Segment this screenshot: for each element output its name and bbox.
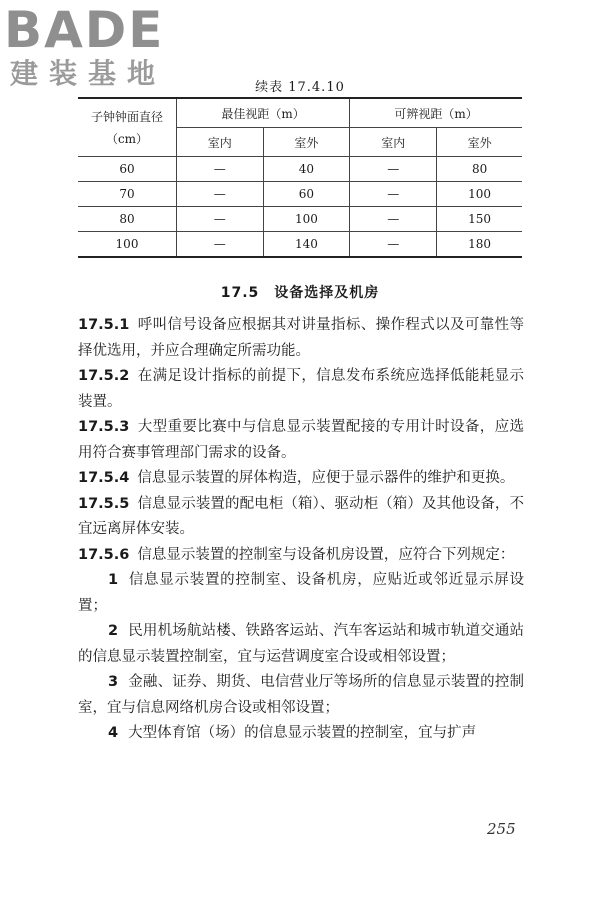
list-item: [78, 619, 524, 670]
clause-number: 17.5.2: [78, 368, 130, 384]
list-item: [78, 721, 524, 747]
clause-paragraph: [78, 415, 524, 466]
clause-text: 信息显示装置的控制室与设备机房设置，应符合下列规定：: [137, 546, 515, 563]
table-cell: —: [177, 232, 264, 258]
clause-number: 17.5.5: [78, 495, 130, 512]
table-cell: 60: [263, 182, 350, 207]
table-row: [78, 182, 522, 207]
table-cell: 100: [78, 232, 177, 258]
col-header-clock-diameter: 子钟钟面直径 （cm）: [78, 98, 177, 157]
table-cell: —: [177, 207, 264, 232]
item-number: 4: [108, 725, 119, 741]
clause-text: 信息显示装置的屏体构造，应便于显示器件的维护和更换。: [137, 470, 515, 486]
group-header-readable-distance: 可辨视距（m）: [350, 98, 522, 128]
clause-number: 17.5.6: [78, 546, 130, 563]
table-cell: —: [177, 157, 264, 182]
table-cell: —: [177, 182, 264, 207]
group-header-best-distance: 最佳视距（m）: [177, 98, 350, 128]
clause-text: 信息显示装置的配电柜（箱）、驱动柜（箱）及其他设备，不宜远离屏体安装。: [78, 495, 524, 537]
clause-number: 17.5.3: [78, 419, 130, 435]
table-cell: —: [350, 157, 437, 182]
clause-paragraph: [78, 364, 524, 415]
table-cell: 80: [437, 157, 522, 182]
item-text: 大型体育馆（场）的信息显示装置的控制室，宜与扩声: [128, 725, 477, 741]
subheader-indoor: 室内: [177, 128, 264, 157]
clause-paragraph: [78, 492, 524, 543]
subheader-outdoor: 室外: [437, 128, 522, 157]
item-text: 金融、证券、期货、电信营业厅等场所的信息显示装置的控制室，宜与信息网络机房合设或相邻设置；: [78, 674, 524, 716]
table-cell: 70: [78, 182, 177, 207]
subheader-outdoor: 室外: [263, 128, 350, 157]
clause-paragraph: [78, 466, 524, 492]
table-row: [78, 157, 522, 182]
clause-paragraph: [78, 313, 524, 364]
table-cell: 40: [263, 157, 350, 182]
table-cell: 60: [78, 157, 177, 182]
subheader-indoor: 室内: [350, 128, 437, 157]
clause-text: 大型重要比赛中与信息显示装置配接的专用计时设备，应选用符合赛事管理部门需求的设备。: [78, 419, 524, 461]
table-cell: —: [350, 207, 437, 232]
table-cell: 180: [437, 232, 522, 258]
viewing-distance-table: [78, 97, 522, 258]
table-cell: 80: [78, 207, 177, 232]
table-row: [78, 207, 522, 232]
list-item: [78, 670, 524, 721]
clause-paragraph: [78, 543, 524, 569]
list-item: [78, 568, 524, 619]
page-number: 255: [487, 820, 516, 838]
table-cell: —: [350, 232, 437, 258]
table-cell: 100: [437, 182, 522, 207]
item-number: 1: [108, 572, 119, 588]
body-text: [78, 313, 524, 747]
item-text: 民用机场航站楼、铁路客运站、汽车客运站和城市轨道交通站的信息显示装置控制室，宜与运营调度室合设或相邻设置；: [78, 623, 524, 665]
clause-number: 17.5.1: [78, 317, 130, 333]
table-caption: 续表 17.4.10: [255, 80, 345, 95]
clause-text: 呼叫信号设备应根据其对讲量指标、操作程式以及可靠性等择优选用，并应合理确定所需功能。: [78, 317, 524, 359]
logo-chinese-text: 建装基地: [10, 57, 167, 90]
item-text: 信息显示装置的控制室、设备机房，应贴近或邻近显示屏设置；: [78, 572, 524, 614]
table-header-row: [78, 98, 522, 128]
clause-text: 在满足设计指标的前提下，信息发布系统应选择低能耗显示装置。: [78, 368, 524, 410]
item-number: 3: [108, 674, 119, 690]
table-cell: 100: [263, 207, 350, 232]
item-number: 2: [108, 623, 119, 639]
table-cell: 150: [437, 207, 522, 232]
section-title: 17.5 设备选择及机房: [220, 285, 380, 301]
table-cell: 140: [263, 232, 350, 258]
table-row: [78, 232, 522, 258]
clause-number: 17.5.4: [78, 470, 130, 486]
table-cell: —: [350, 182, 437, 207]
logo-latin-text: BADE: [4, 1, 165, 59]
